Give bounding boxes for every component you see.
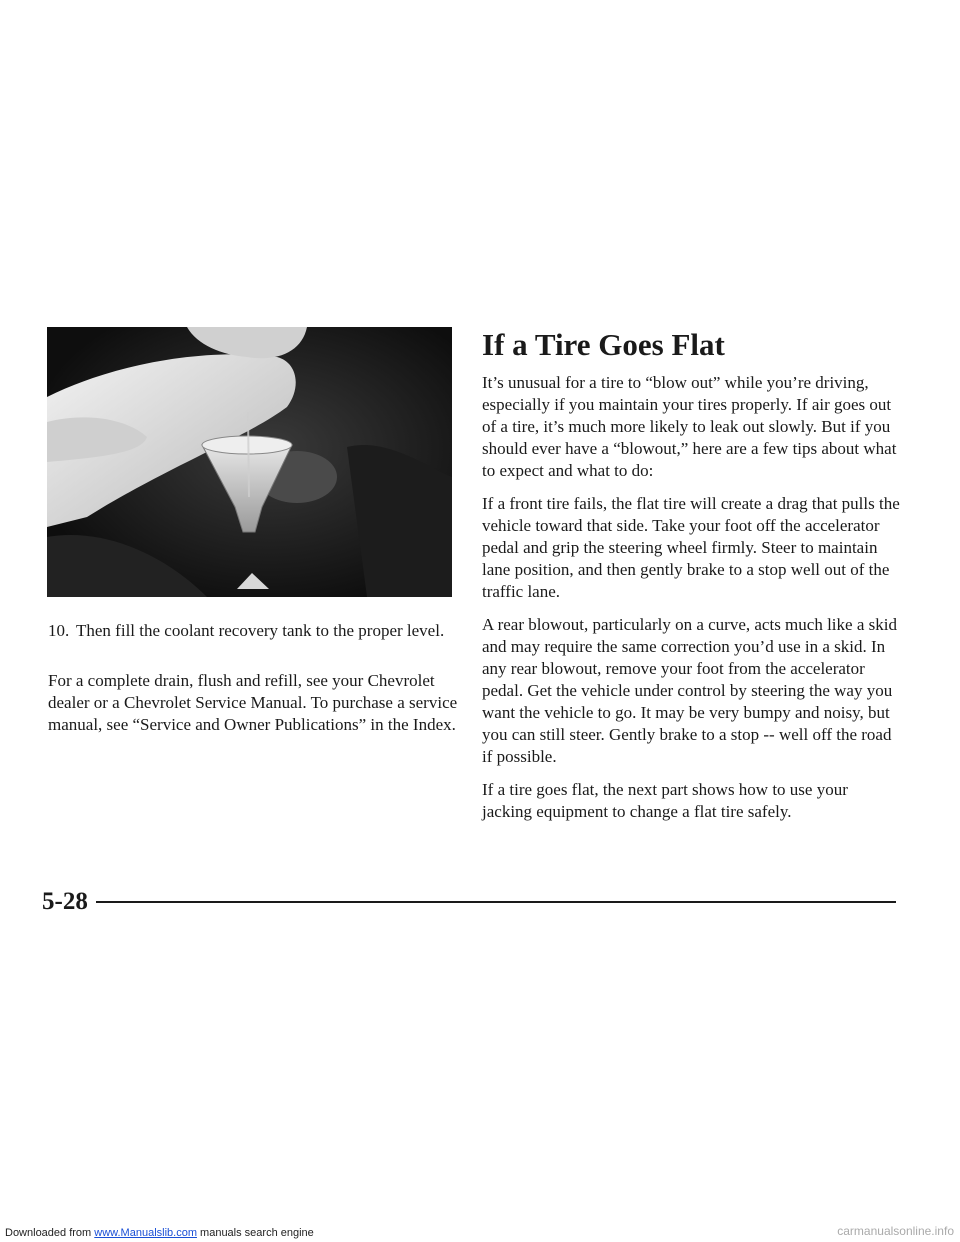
body-paragraph: If a front tire fails, the flat tire will create a drag that pulls the vehicle toward that side. Take your foot off the accelerator pedal and grip the steering wheel firmly. Steer to maintain lane position, and then gently brake to a stop well out of the traffic lane. <box>482 494 900 601</box>
step-number: 10. <box>48 621 70 640</box>
coolant-stream-shape <box>248 412 249 497</box>
flat-tire-body <box>482 372 902 834</box>
banner-suffix: manuals search engine <box>196 1227 314 1239</box>
body-paragraph: If a tire goes flat, the next part shows how to use your jacking equipment to change a flat tire safely. <box>482 780 848 821</box>
step-text: Then fill the coolant recovery tank to the proper level. <box>76 621 445 640</box>
footer-rule <box>96 901 896 903</box>
manualslib-link[interactable]: www.Manualslib.com <box>94 1227 197 1239</box>
banner-prefix: Downloaded from <box>5 1227 95 1239</box>
photo-illustration <box>47 327 452 597</box>
step-10 <box>48 620 448 642</box>
download-banner <box>5 1227 314 1240</box>
coolant-funnel-photo <box>47 327 452 597</box>
body-paragraph: It’s unusual for a tire to “blow out” while you’re driving, especially if you maintain your tires properly. If air goes out of a tire, it’s much more likely to leak out slowly. But if you should ever have a “blowout,” here are a few tips about what to expect and what to do: <box>482 373 897 480</box>
page-number: 5-28 <box>42 888 88 915</box>
site-watermark: carmanualsonline.info <box>837 1224 954 1238</box>
section-heading: If a Tire Goes Flat <box>482 327 725 362</box>
service-manual-paragraph: For a complete drain, flush and refill, see your Chevrolet dealer or a Chevrolet Service Manual. To purchase a service manual, see “Service and Owner Publications” in the Index. <box>48 671 458 734</box>
body-paragraph: A rear blowout, particularly on a curve, acts much like a skid and may require the same correction you’d use in a skid. In any rear blowout, remove your foot from the accelerator pedal. Get the vehicle under control by steering the way you want the vehicle to go. It may be very bumpy and noisy, but you can still steer. Gently brake to a stop -- well off the road if possible. <box>482 615 897 766</box>
